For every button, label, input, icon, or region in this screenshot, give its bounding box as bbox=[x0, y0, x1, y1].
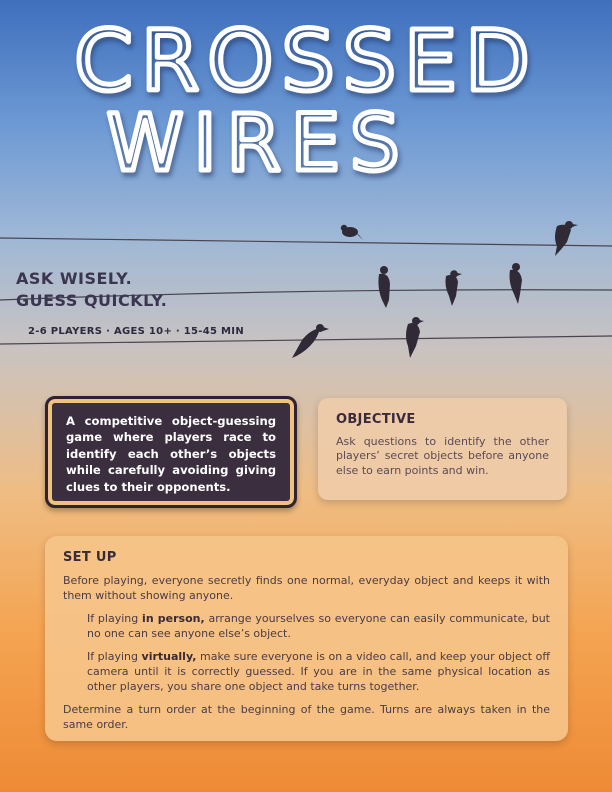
objective-card bbox=[318, 398, 567, 500]
objective-heading: OBJECTIVE bbox=[336, 412, 416, 427]
game-meta: 2-6 PLAYERS · AGES 10+ · 15-45 MIN bbox=[28, 326, 244, 337]
wire-top bbox=[0, 238, 612, 246]
objective-text: Ask questions to identify the other players’ secret objects before anyone else to earn points and win. bbox=[336, 435, 549, 477]
bird-icon bbox=[555, 221, 578, 256]
tagline-line-1: ASK WISELY. bbox=[16, 269, 133, 288]
tagline-line-2: GUESS QUICKLY. bbox=[16, 291, 168, 310]
in-person-bold: in person, bbox=[142, 612, 205, 626]
in-person-rest: arrange yourselves so everyone can easily communicate, but no one can see anyone else’s object. bbox=[87, 612, 550, 640]
bird-icon bbox=[445, 270, 462, 306]
in-person-prefix: If playing bbox=[87, 612, 143, 626]
wires-scene bbox=[0, 0, 612, 380]
bird-icon bbox=[510, 263, 523, 304]
setup-heading: SET UP bbox=[63, 550, 117, 565]
setup-in-person bbox=[87, 612, 550, 641]
setup-outro: Determine a turn order at the beginning of the game. Turns are always taken in the same order. bbox=[63, 703, 550, 731]
bird-icon bbox=[341, 225, 363, 240]
bird-icon bbox=[406, 317, 424, 358]
bird-icon bbox=[378, 266, 390, 308]
virtual-bold: virtually, bbox=[141, 650, 197, 664]
setup-virtual bbox=[87, 650, 550, 694]
title-line-2: WIRES bbox=[106, 99, 410, 189]
virtual-rest: make sure everyone is on a video call, and keep your object off camera until it is correctly guessed. If you are in the same physical location as other players, you share one object and take turns together. bbox=[87, 650, 550, 693]
virtual-prefix: If playing bbox=[87, 650, 142, 664]
tagline bbox=[16, 268, 167, 312]
description-box bbox=[45, 396, 297, 508]
bird-icon bbox=[292, 324, 329, 358]
title-line-1: CROSSED bbox=[74, 12, 538, 110]
setup-card bbox=[45, 536, 568, 741]
description-text: A competitive object-guessing game where players race to identify each other’s objects while carefully avoiding giving clues to their opponents. bbox=[66, 414, 276, 494]
setup-intro: Before playing, everyone secretly finds one normal, everyday object and keeps it with them without showing anyone. bbox=[63, 574, 550, 602]
